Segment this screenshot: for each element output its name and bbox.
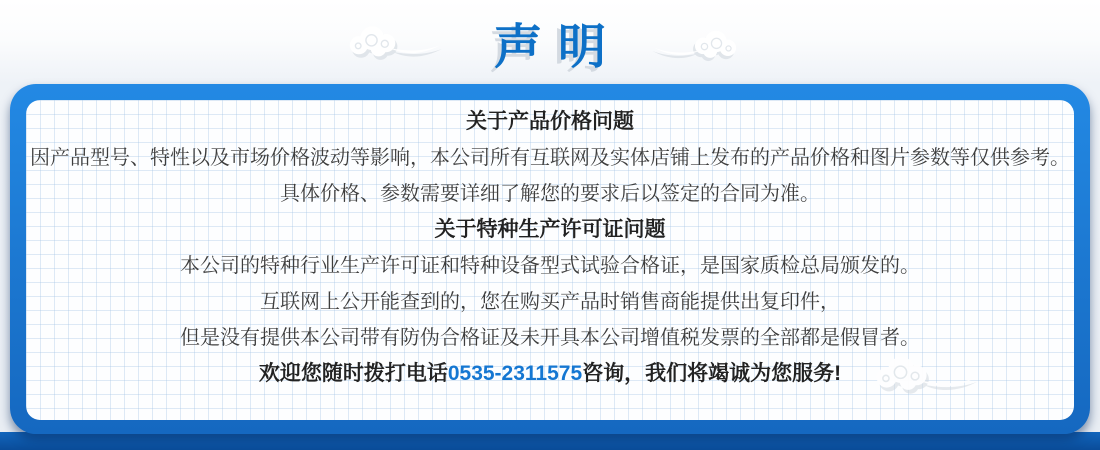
statement-line-price-2: 具体价格、参数需要详细了解您的要求后以签定的合同为准。 [280,183,820,205]
statement-line-license-1: 本公司的特种行业生产许可证和特种设备型式试验合格证，是国家质检总局颁发的。 [180,255,920,277]
statement-line-price-1: 因产品型号、特性以及市场价格波动等影响，本公司所有互联网及实体店铺上发布的产品价格和图片参数等仅供参考。 [30,147,1070,169]
statement-card [26,100,1074,420]
statement-title: 声明 [493,21,622,74]
phone-number: 0535-2311575 [447,362,583,385]
statement-line-license-3: 但是没有提供本公司带有防伪合格证及未开具本公司增值税发票的全部都是假冒者。 [180,327,920,349]
cloud-right-icon [645,25,750,63]
contact-line [26,356,1074,392]
license-section-heading: 关于特种生产许可证问题 [434,218,666,241]
contact-prefix: 欢迎您随时拨打电话 [258,362,448,385]
statement-panel [10,84,1090,434]
price-section-heading: 关于产品价格问题 [466,110,634,133]
banner-header [0,0,1100,84]
footer-band [0,432,1100,450]
contact-suffix: 咨询，我们将竭诚为您服务! [582,362,842,385]
statement-line-license-2: 互联网上公开能查到的，您在购买产品时销售商能提供出复印件， [260,291,840,313]
